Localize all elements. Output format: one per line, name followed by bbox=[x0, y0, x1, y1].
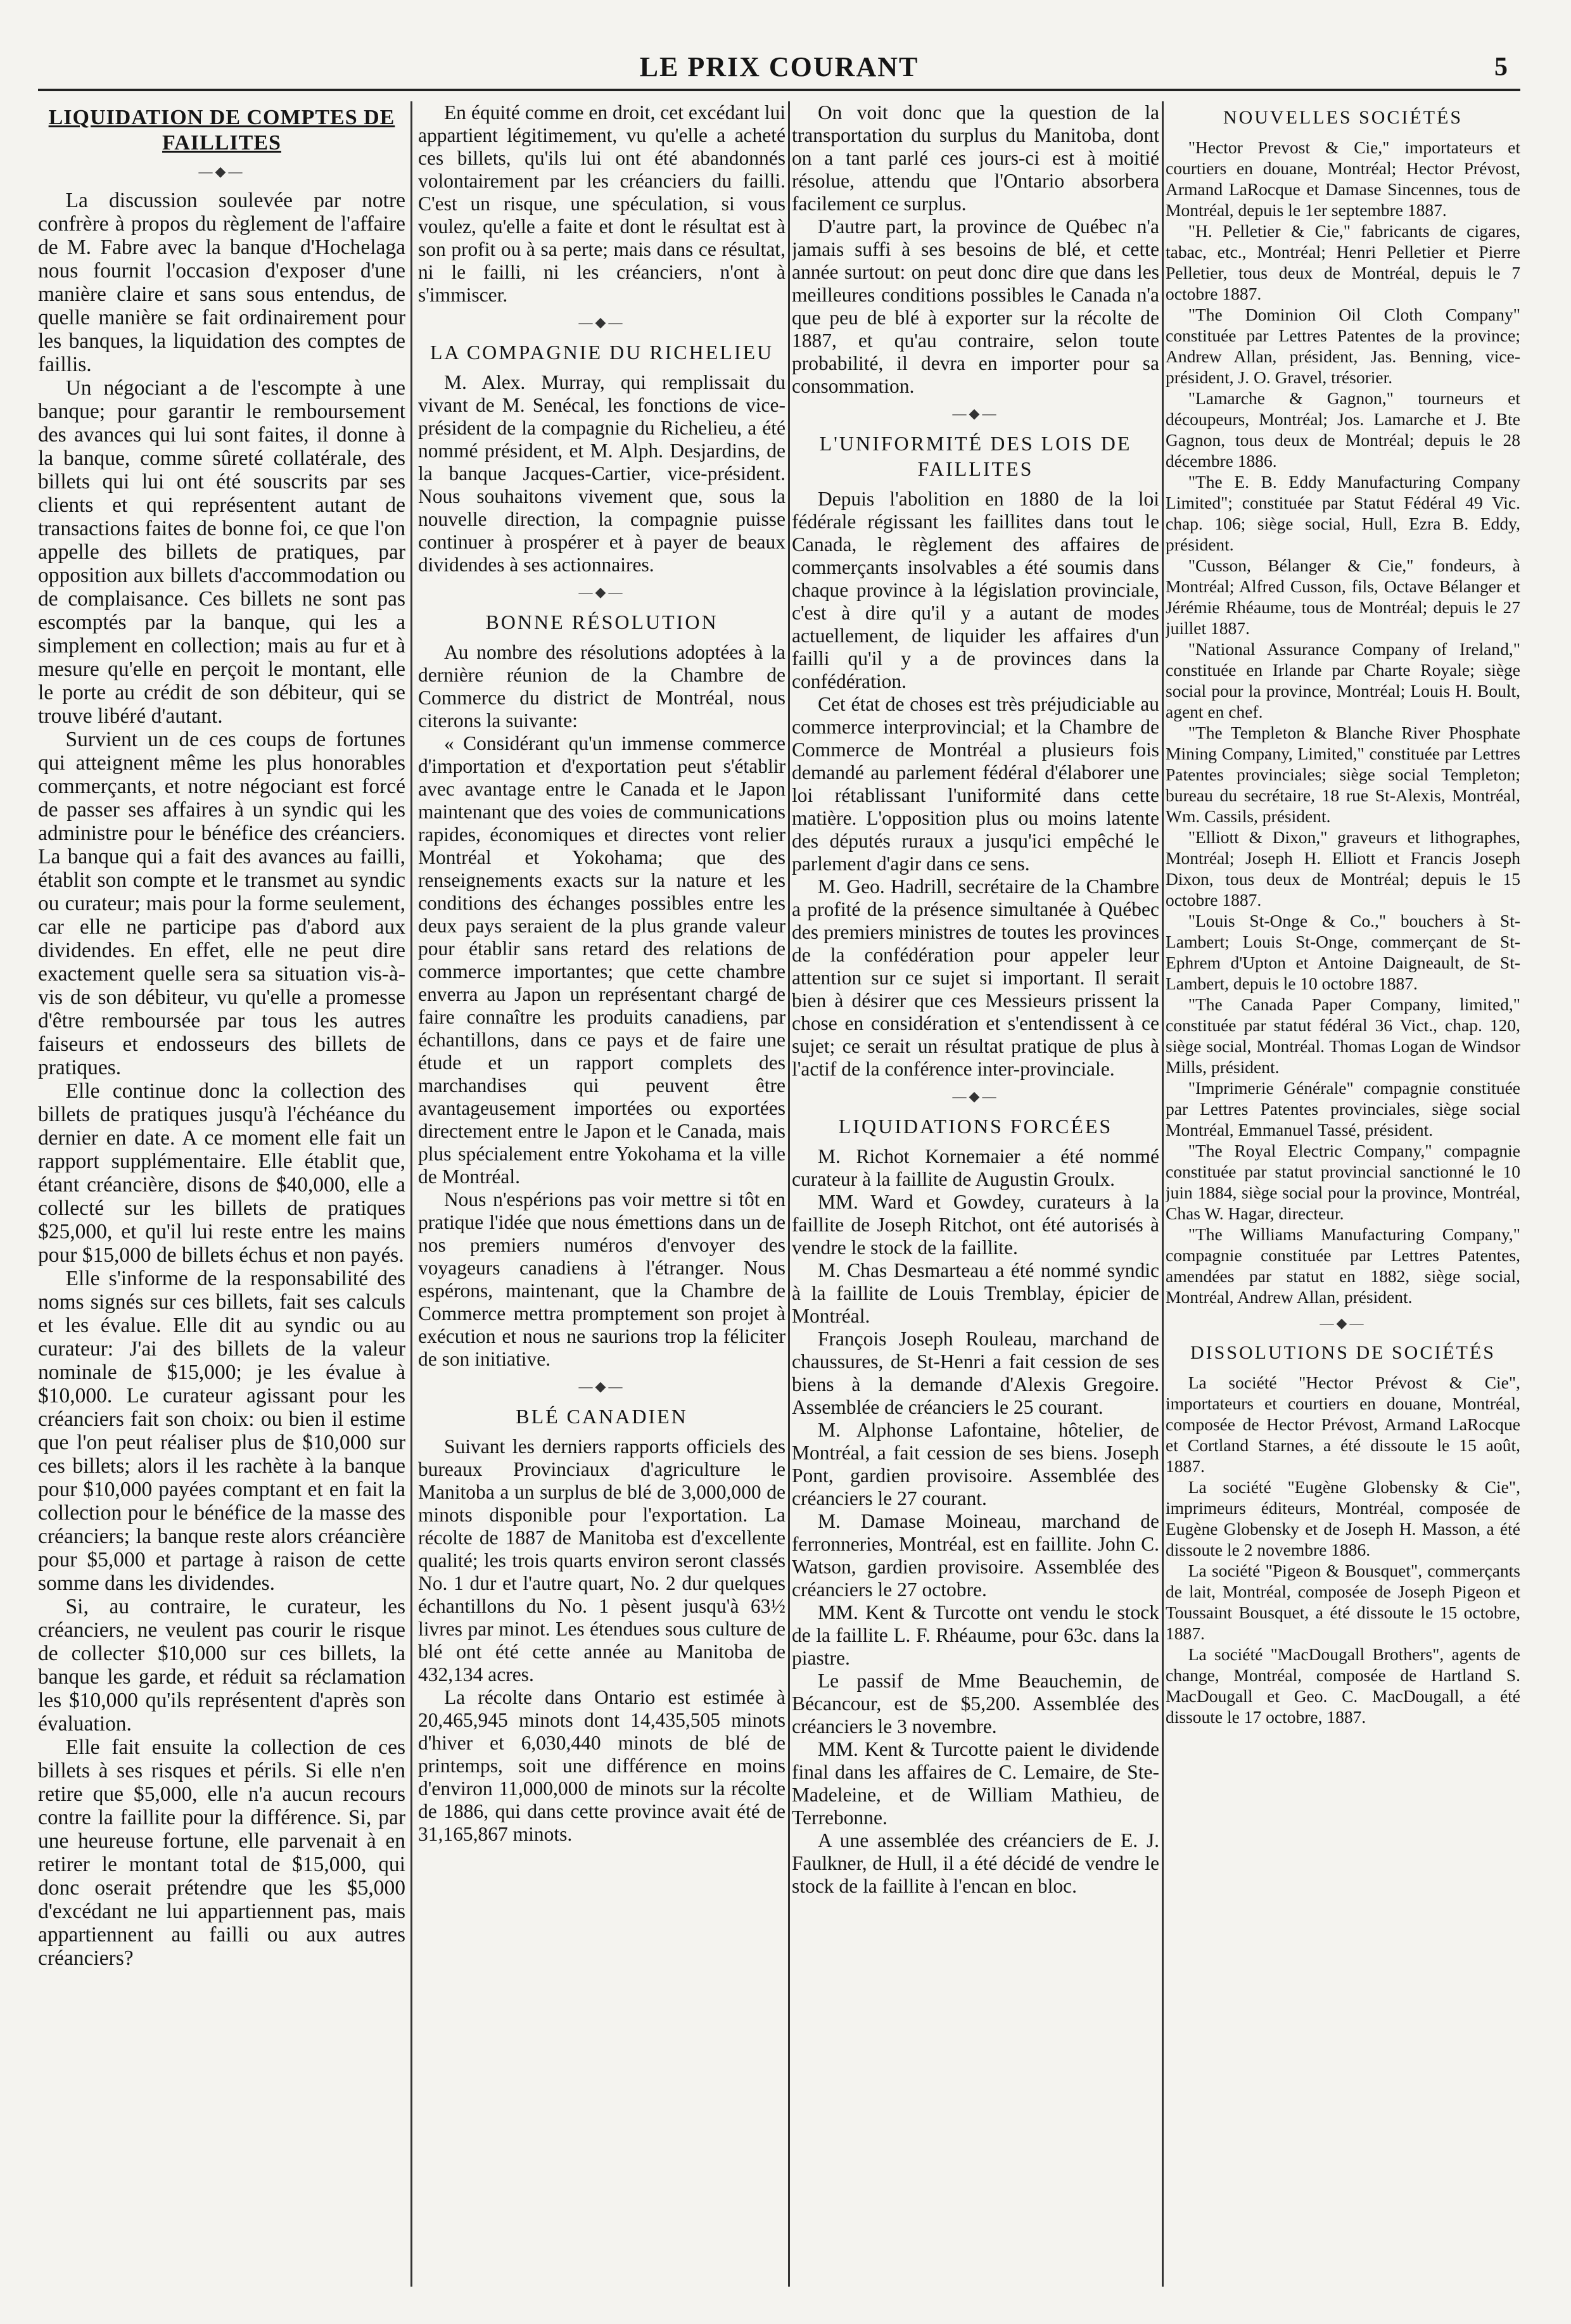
paragraph: « Considérant qu'un immense commerce d'importation et d'exportation peut s'établir avec avantage entre le Canada et le Japon maintenant que des voies de communications rapides, économiques et directes vont relier Montréal et Yokohama; que des renseignements exacts sur la nature et les conditions des échanges possibles entre les deux pays seraient de la plus grande valeur pour établir sans retard des relations de commerce importantes; que cette chambre enverra au Japon un représentant chargé de faire connaître les produits canadiens, par échantillons, dans ce pays et de faire une étude et un rapport complets des marchandises qui peuvent être avantageusement importées ou exportées directement entre le Japon et le Canada, mais plus spécialement entre Yokohama et la ville de Montréal. bbox=[418, 732, 786, 1188]
paragraph: François Joseph Rouleau, marchand de chaussures, de St-Henri a fait cession de ses biens à la demande d'Alexis Gregoire. Assemblée de créanciers le 25 courant. bbox=[792, 1328, 1159, 1418]
ornament: —◆— bbox=[198, 163, 245, 179]
list-item: "The Royal Electric Company," compagnie constituée par statut provincial sanctionné le 10 juin 1884, siège social pour la province, Montréal, Chas W. Hagar, directeur. bbox=[1166, 1141, 1520, 1223]
column-3 bbox=[792, 101, 1159, 2293]
list-item: "Lamarche & Gagnon," tourneurs et découpeurs, Montréal; Jos. Lamarche et J. Bte Gagnon, tous deux de Montréal; depuis le 28 décembre 1886. bbox=[1166, 388, 1520, 471]
paragraph: Nous n'espérions pas voir mettre si tôt en pratique l'idée que nous émettions dans un de nos premiers numéros d'envoyer des voyageurs canadiens à l'étranger. Nous espérons, maintenant, que la Chambre de Commerce mettra promptement son projet à exécution et nous ne saurions trop la féliciter de son initiative. bbox=[418, 1188, 786, 1370]
paragraph: MM. Ward et Gowdey, curateurs à la faillite de Joseph Ritchot, ont été autorisés à vendre le stock de la faillite. bbox=[792, 1191, 1159, 1259]
ornament: —◆— bbox=[578, 1378, 625, 1394]
list-item: "The Canada Paper Company, limited," constituée par statut fédéral 36 Vict., chap. 120, siège social, Montréal. Thomas Logan de Windsor Mills, président. bbox=[1166, 994, 1520, 1077]
paragraph: M. Alex. Murray, qui remplissait du vivant de M. Senécal, les fonctions de vice-président de la compagnie du Richelieu, a été nommé président, et M. Alph. Desjardins, de la banque Jacques-Cartier, vice-président. Nous souhaitons vivement que, sous la nouvelle direction, la compagnie puisse continuer à prospérer et à payer de beaux dividendes à ses actionnaires. bbox=[418, 371, 786, 576]
list-item: "H. Pelletier & Cie," fabricants de cigares, tabac, etc., Montréal; Henri Pelletier et Pierre Pelletier, tous deux de Montréal, depuis le 7 octobre 1887. bbox=[1166, 221, 1520, 303]
page-number: 5 bbox=[1494, 53, 1508, 82]
article-heading: BLÉ CANADIEN bbox=[516, 1405, 688, 1428]
paragraph: Le passif de Mme Beauchemin, de Bécancour, est de $5,200. Assemblée des créanciers le 3 novembre. bbox=[792, 1670, 1159, 1737]
list-item: "Imprimerie Générale" compagnie constituée par Lettres Patentes provinciales, siège social Montréal, Emmanuel Tassé, président. bbox=[1166, 1078, 1520, 1140]
paragraph: D'autre part, la province de Québec n'a jamais suffi à ses besoins de blé, et cette année surtout: on peut donc dire que dans les meilleures conditions possibles le Canada n'a que peu de blé à exporter sur la récolte de 1887, et qu'au contraire, selon toute probabilité, il devra en importer pour sa consommation. bbox=[792, 215, 1159, 397]
paragraph: Survient un de ces coups de fortunes qui atteignent même les plus honorables commerçants, et notre négociant est forcé de passer ses affaires à un syndic qui les administre pour le bénéfice des créanciers. La banque qui a fait des avances au failli, établit son compte et le transmet au syndic ou curateur; mais pour la forme seulement, car elle ne participe pas d'abord aux dividendes. En effet, elle ne peut dire exactement quelle sera sa situation vis-à-vis de son débiteur, vu qu'elle a promesse d'être remboursée par tous les autres faiseurs et endosseurs des billets de pratiques. bbox=[38, 728, 405, 1079]
column-1 bbox=[38, 101, 405, 2293]
column-divider bbox=[410, 101, 412, 2287]
column-2 bbox=[418, 101, 786, 2293]
list-item: La société "Hector Prévost & Cie", importateurs et courtiers en douane, Montréal, composée de Hector Prévost, Armand LaRocque et Cortland Starnes, a été dissoute le 15 août, 1887. bbox=[1166, 1373, 1520, 1476]
article-heading: DISSOLUTIONS DE SOCIÉTÉS bbox=[1190, 1342, 1496, 1363]
list-item: "Hector Prevost & Cie," importateurs et courtiers en douane, Montréal; Hector Prévost, Armand LaRocque et Damase Sincennes, tous de Montréal, depuis le 1er septembre 1887. bbox=[1166, 137, 1520, 220]
list-item: "The Templeton & Blanche River Phosphate Mining Company, Limited," constituée par Lettres Patentes provinciales; siège social Templeton; bureau du secrétaire, 18 rue St-Alexis, Montréal, Wm. Cassils, président. bbox=[1166, 723, 1520, 826]
paragraph: Suivant les derniers rapports officiels des bureaux Provinciaux d'agriculture le Manitoba a un surplus de blé de 3,000,000 de minots disponible pour l'exportation. La récolte de 1887 de Manitoba est d'excellente qualité; les trois quarts environ seront classés No. 1 dur et l'autre quart, No. 2 dur quelques échantillons du No. 1 pèsent jusqu'à 63½ livres par minot. Les étendues sous culture de blé ont été cette année au Manitoba de 432,134 acres. bbox=[418, 1435, 786, 1686]
paragraph: M. Alphonse Lafontaine, hôtelier, de Montréal, a fait cession de ses biens. Joseph Pont, gardien provisoire. Assemblée des créanciers le 27 courant. bbox=[792, 1419, 1159, 1509]
ornament: —◆— bbox=[578, 314, 625, 330]
paragraph: Elle s'informe de la responsabilité des noms signés sur ces billets, fait ses calculs et les évalue. Elle dit au syndic ou au curateur: J'ai des billets de la valeur nominale de $15,000; je les évalue à $10,000. Le curateur agissant pour les créanciers fait son choix: ou bien il estime que l'on peut réaliser plus de $10,000 sur ces billets; alors il les rachète à la banque pour $10,000 payées comptant et en fait la collection pour le bénéfice de la masse des créanciers; la banque reste alors créancière pour $5,000 et partage à raison de cette somme dans les dividendes. bbox=[38, 1267, 405, 1595]
article-heading: LIQUIDATION DE COMPTES DE FAILLITES bbox=[48, 106, 395, 155]
paragraph: Elle fait ensuite la collection de ces billets à ses risques et périls. Si elle n'en retire que $5,000, elle n'a aucun recours contre la faillite pour la différence. Si, par une heureuse fortune, elle parvenait à en retirer le montant total de $15,000, qui donc oserait prétendre que les $5,000 d'excédant ne lui appartiennent pas, mais appartiennent au failli ou aux autres créanciers? bbox=[38, 1736, 405, 1970]
list-item: La société "Eugène Globensky & Cie", imprimeurs éditeurs, Montréal, composée de Eugène Globensky et de Joseph H. Masson, a été dissoute le 2 novembre 1886. bbox=[1166, 1477, 1520, 1559]
article-heading: L'UNIFORMITÉ DES LOIS DE FAILLITES bbox=[819, 432, 1132, 480]
list-item: La société "MacDougall Brothers", agents de change, Montréal, composée de Hartland S. MacDougall et Geo. C. MacDougall, a été dissoute le 17 octobre, 1887. bbox=[1166, 1644, 1520, 1727]
ornament: —◆— bbox=[1320, 1315, 1366, 1331]
ornament: —◆— bbox=[952, 1088, 999, 1104]
article-heading: NOUVELLES SOCIÉTÉS bbox=[1223, 107, 1463, 128]
paragraph: Cet état de choses est très préjudiciable au commerce interprovincial; et la Chambre de Commerce de Montréal a plusieurs fois demandé au parlement fédéral d'élaborer une loi rétablissant l'uniformité dans cette matière. L'opposition plus ou moins latente des députés ruraux a jusqu'ici empêché le parlement d'agir dans ce sens. bbox=[792, 693, 1159, 875]
paragraph: Depuis l'abolition en 1880 de la loi fédérale régissant les faillites dans tout le Canada, le règlement des affaires de commerçants insolvables a été soumis dans chaque province à la législation provinciale, c'est à dire qu'il y a autant de modes actuellement, de liquider les affaires d'un failli qu'il y a de provinces dans la confédération. bbox=[792, 488, 1159, 692]
list-item: "National Assurance Company of Ireland," constituée en Irlande par Charte Royale; siège social pour la province, Montréal; Louis H. Boult, agent en chef. bbox=[1166, 639, 1520, 721]
newspaper-title: LE PRIX COURANT bbox=[639, 51, 919, 82]
list-item: "Cusson, Bélanger & Cie," fondeurs, à Montréal; Alfred Cusson, fils, Octave Bélanger et Jérémie Rhéaume, tous de Montréal; depuis le 27 juillet 1887. bbox=[1166, 556, 1520, 638]
article-heading: BONNE RÉSOLUTION bbox=[485, 611, 718, 633]
paragraph: A une assemblée des créanciers de E. J. Faulkner, de Hull, il a été décidé de vendre le stock de la faillite à l'encan en bloc. bbox=[792, 1829, 1159, 1897]
paragraph: M. Damase Moineau, marchand de ferronneries, Montréal, est en faillite. John C. Watson, gardien provisoire. Assemblée des créanciers le 27 octobre. bbox=[792, 1510, 1159, 1601]
paragraph: La discussion soulevée par notre confrère à propos du règlement de l'affaire de M. Fabre avec la banque d'Hochelaga nous fournit l'occasion d'exposer d'une manière claire et sans sous entendus, de quelle manière se fait ordinairement pour les banques, la liquidation des comptes de faillis. bbox=[38, 189, 405, 376]
list-item: "The E. B. Eddy Manufacturing Company Limited"; constituée par Statut Fédéral 49 Vic. chap. 106; siège social, Hull, Ezra B. Eddy, président. bbox=[1166, 472, 1520, 554]
column-4 bbox=[1166, 101, 1520, 2293]
page-header bbox=[38, 38, 1520, 91]
paragraph: M. Richot Kornemaier a été nommé curateur à la faillite de Augustin Groulx. bbox=[792, 1145, 1159, 1190]
paragraph: M. Geo. Hadrill, secrétaire de la Chambre a profité de la présence simultanée à Québec des premiers ministres de toutes les provinces de la confédération pour appeler leur attention sur ce sujet si important. Il serait bien à désirer que ces Messieurs prissent la chose en considération et s'entendissent à ce sujet; ce serait un résultat pratique de plus à l'actif de la conférence inter-provinciale. bbox=[792, 875, 1159, 1080]
column-divider bbox=[1162, 101, 1164, 2287]
list-item: "Louis St-Onge & Co.," bouchers à St-Lambert; Louis St-Onge, commerçant de St-Ephrem d'Upton et Antoine Daigneault, de St-Lambert, depuis le 10 octobre 1887. bbox=[1166, 911, 1520, 993]
paragraph: On voit donc que la question de la transportation du surplus du Manitoba, dont on a tant parlé ces jours-ci est à moitié résolue, attendu que l'Ontario absorbera facilement ce surplus. bbox=[792, 101, 1159, 215]
list-item: "Elliott & Dixon," graveurs et lithographes, Montréal; Joseph H. Elliott et Francis Joseph Dixon, tous deux de Montréal; depuis le 15 octobre 1887. bbox=[1166, 827, 1520, 910]
article-heading: LA COMPAGNIE DU RICHELIEU bbox=[429, 341, 774, 364]
paragraph: En équité comme en droit, cet excédant lui appartient légitimement, vu qu'elle a acheté ces billets, qu'ils lui ont été abandonnés volontairement par les créanciers du failli. C'est un risque, une spéculation, si vous voulez, qu'elle a faite et dont le résultat est à son profit ou à sa perte; mais dans ce résultat, ni le failli, ni les créanciers, n'ont à s'immiscer. bbox=[418, 101, 786, 306]
paragraph: Au nombre des résolutions adoptées à la dernière réunion de la Chambre de Commerce du district de Montréal, nous citerons la suivante: bbox=[418, 641, 786, 732]
list-item: "The Dominion Oil Cloth Company" constituée par Lettres Patentes de la province; Andrew Allan, président, Jas. Benning, vice-président, J. O. Gravel, trésorier. bbox=[1166, 305, 1520, 387]
list-item: "The Williams Manufacturing Company," compagnie constituée par Lettres Patentes, amendées par statut en 1882, siège social, Montréal, Andrew Allan, président. bbox=[1166, 1224, 1520, 1307]
paragraph: MM. Kent & Turcotte ont vendu le stock de la faillite L. F. Rhéaume, pour 63c. dans la piastre. bbox=[792, 1601, 1159, 1669]
paragraph: La récolte dans Ontario est estimée à 20,465,945 minots dont 14,435,505 minots d'hiver et 6,030,440 minots de blé de printemps, soit une différence en moins d'environ 11,000,000 de minots sur la récolte de 1886, qui dans cette province avait été de 31,165,867 minots. bbox=[418, 1686, 786, 1845]
paragraph: M. Chas Desmarteau a été nommé syndic à la faillite de Louis Tremblay, épicier de Montréal. bbox=[792, 1259, 1159, 1327]
ornament: —◆— bbox=[578, 584, 625, 600]
article-heading: LIQUIDATIONS FORCÉES bbox=[838, 1115, 1113, 1138]
list-item: La société "Pigeon & Bousquet", commerçants de lait, Montréal, composée de Joseph Pigeon et Toussaint Bousquet, a été dissoute le 15 octobre, 1887. bbox=[1166, 1561, 1520, 1643]
paragraph: MM. Kent & Turcotte paient le dividende final dans les affaires de C. Lemaire, de Ste-Madeleine, et de William Mathieu, de Terrebonne. bbox=[792, 1738, 1159, 1829]
paragraph: Si, au contraire, le curateur, les créanciers, ne veulent pas courir le risque de collecter $10,000 sur ces billets, la banque les garde, et réduit sa réclamation les $10,000 qu'ils représentent d'après son évaluation. bbox=[38, 1595, 405, 1736]
ornament: —◆— bbox=[952, 405, 999, 421]
column-divider bbox=[788, 101, 790, 2287]
paragraph: Elle continue donc la collection des billets de pratiques jusqu'à l'échéance du dernier en date. A ce moment elle fait un rapport supplémentaire. Elle établit que, étant créancière, disons de $40,000, elle a collecté sur les billets de pratiques $25,000, et qu'il lui reste entre les mains pour $15,000 de billets échus et non payés. bbox=[38, 1079, 405, 1267]
paragraph: Un négociant a de l'escompte à une banque; pour garantir le remboursement des avances qui lui sont faites, il donne à la banque, comme sûreté collatérale, des billets qui lui ont été souscrits par ses clients et qui représentent autant de transactions faites de bonne foi, ce que l'on appelle des billets de pratiques, par opposition aux billets d'accommodation ou de complaisance. Ces billets ne sont pas escomptés par la banque, qui les a simplement en collection; mais au fur et à mesure qu'elle en perçoit le montant, elle le porte au crédit de son débiteur, qui se trouve libéré d'autant. bbox=[38, 376, 405, 728]
